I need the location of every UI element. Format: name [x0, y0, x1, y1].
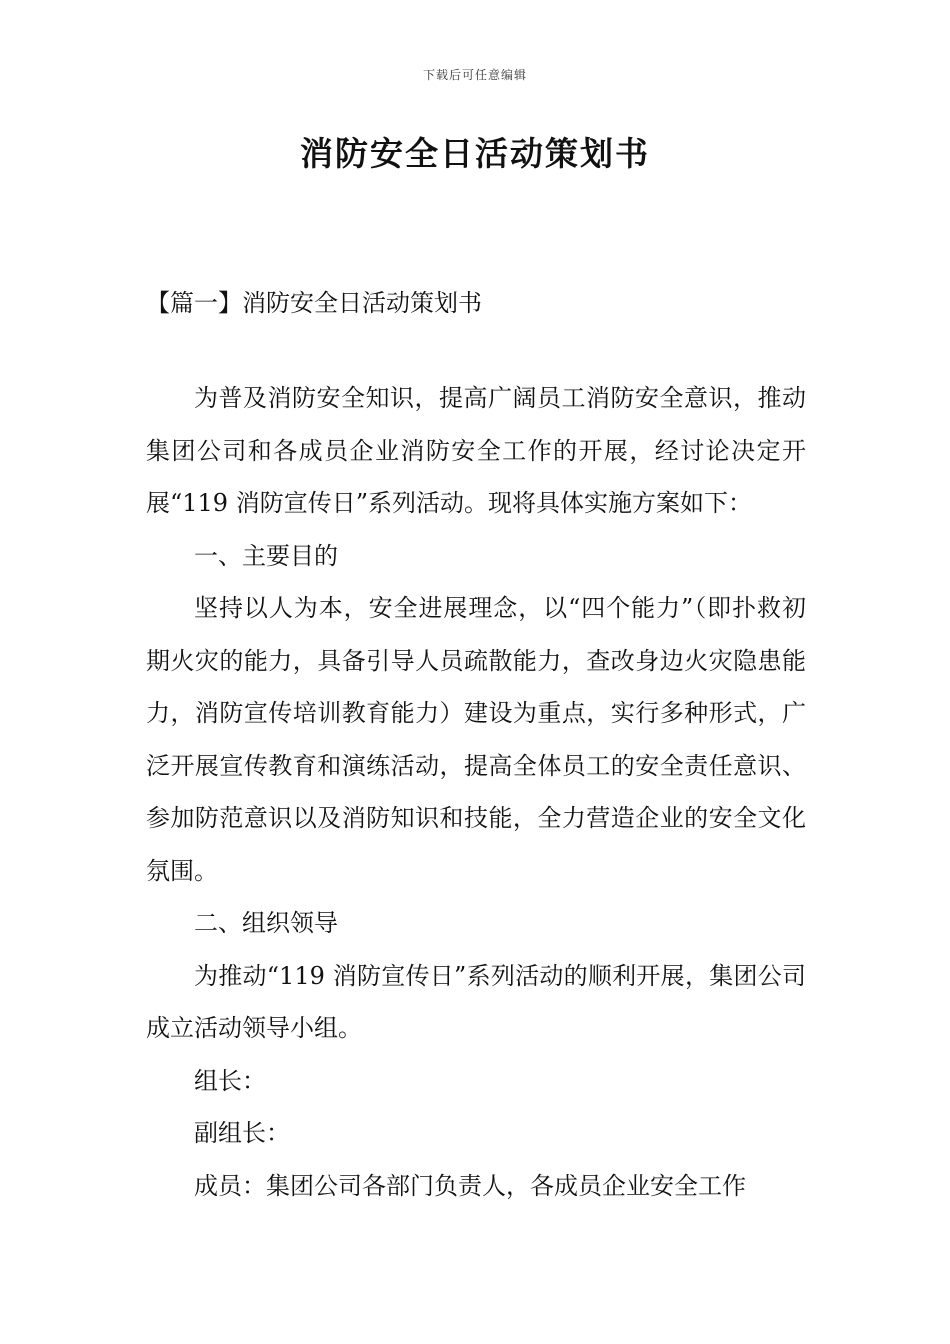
heading-main-purpose: 一、主要目的: [194, 541, 338, 570]
section-heading: 【篇一】消防安全日活动策划书: [146, 289, 482, 317]
intro-paragraph: 为普及消防安全知识，提高广阔员工消防安全意识，推动集团公司和各成员企业消防安全工作的开展，经讨论决定开展“119 消防宣传日”系列活动。现将具体实施方案如下：: [146, 384, 806, 517]
deputy-leader-line: 副组长：: [194, 1119, 290, 1147]
organization-paragraph: 为推动“119 消防宣传日”系列活动的顺利开展，集团公司成立活动领导小组。: [146, 961, 806, 1042]
leader-line: 组长：: [194, 1066, 266, 1095]
purpose-paragraph: 坚持以人为本，安全进展理念，以“四个能力”（即扑救初期火灾的能力，具备引导人员疏散能力，查改身边火灾隐患能力，消防宣传培训教育能力）建设为重点，实行多种形式，广泛开展宣传教育和演练活动，提高全体员工的安全责任意识、参加防范意识以及消防知识和技能，全力营造企业的安全文化氛围。: [146, 594, 806, 885]
members-line: 成员：集团公司各部门负责人，各成员企业安全工作: [194, 1171, 746, 1200]
header-note: 下载后可任意编辑: [422, 68, 527, 82]
document-body: [146, 372, 806, 1212]
document-title: 消防安全日活动策划书: [300, 134, 650, 173]
heading-organization: 二、组织领导: [194, 909, 338, 937]
